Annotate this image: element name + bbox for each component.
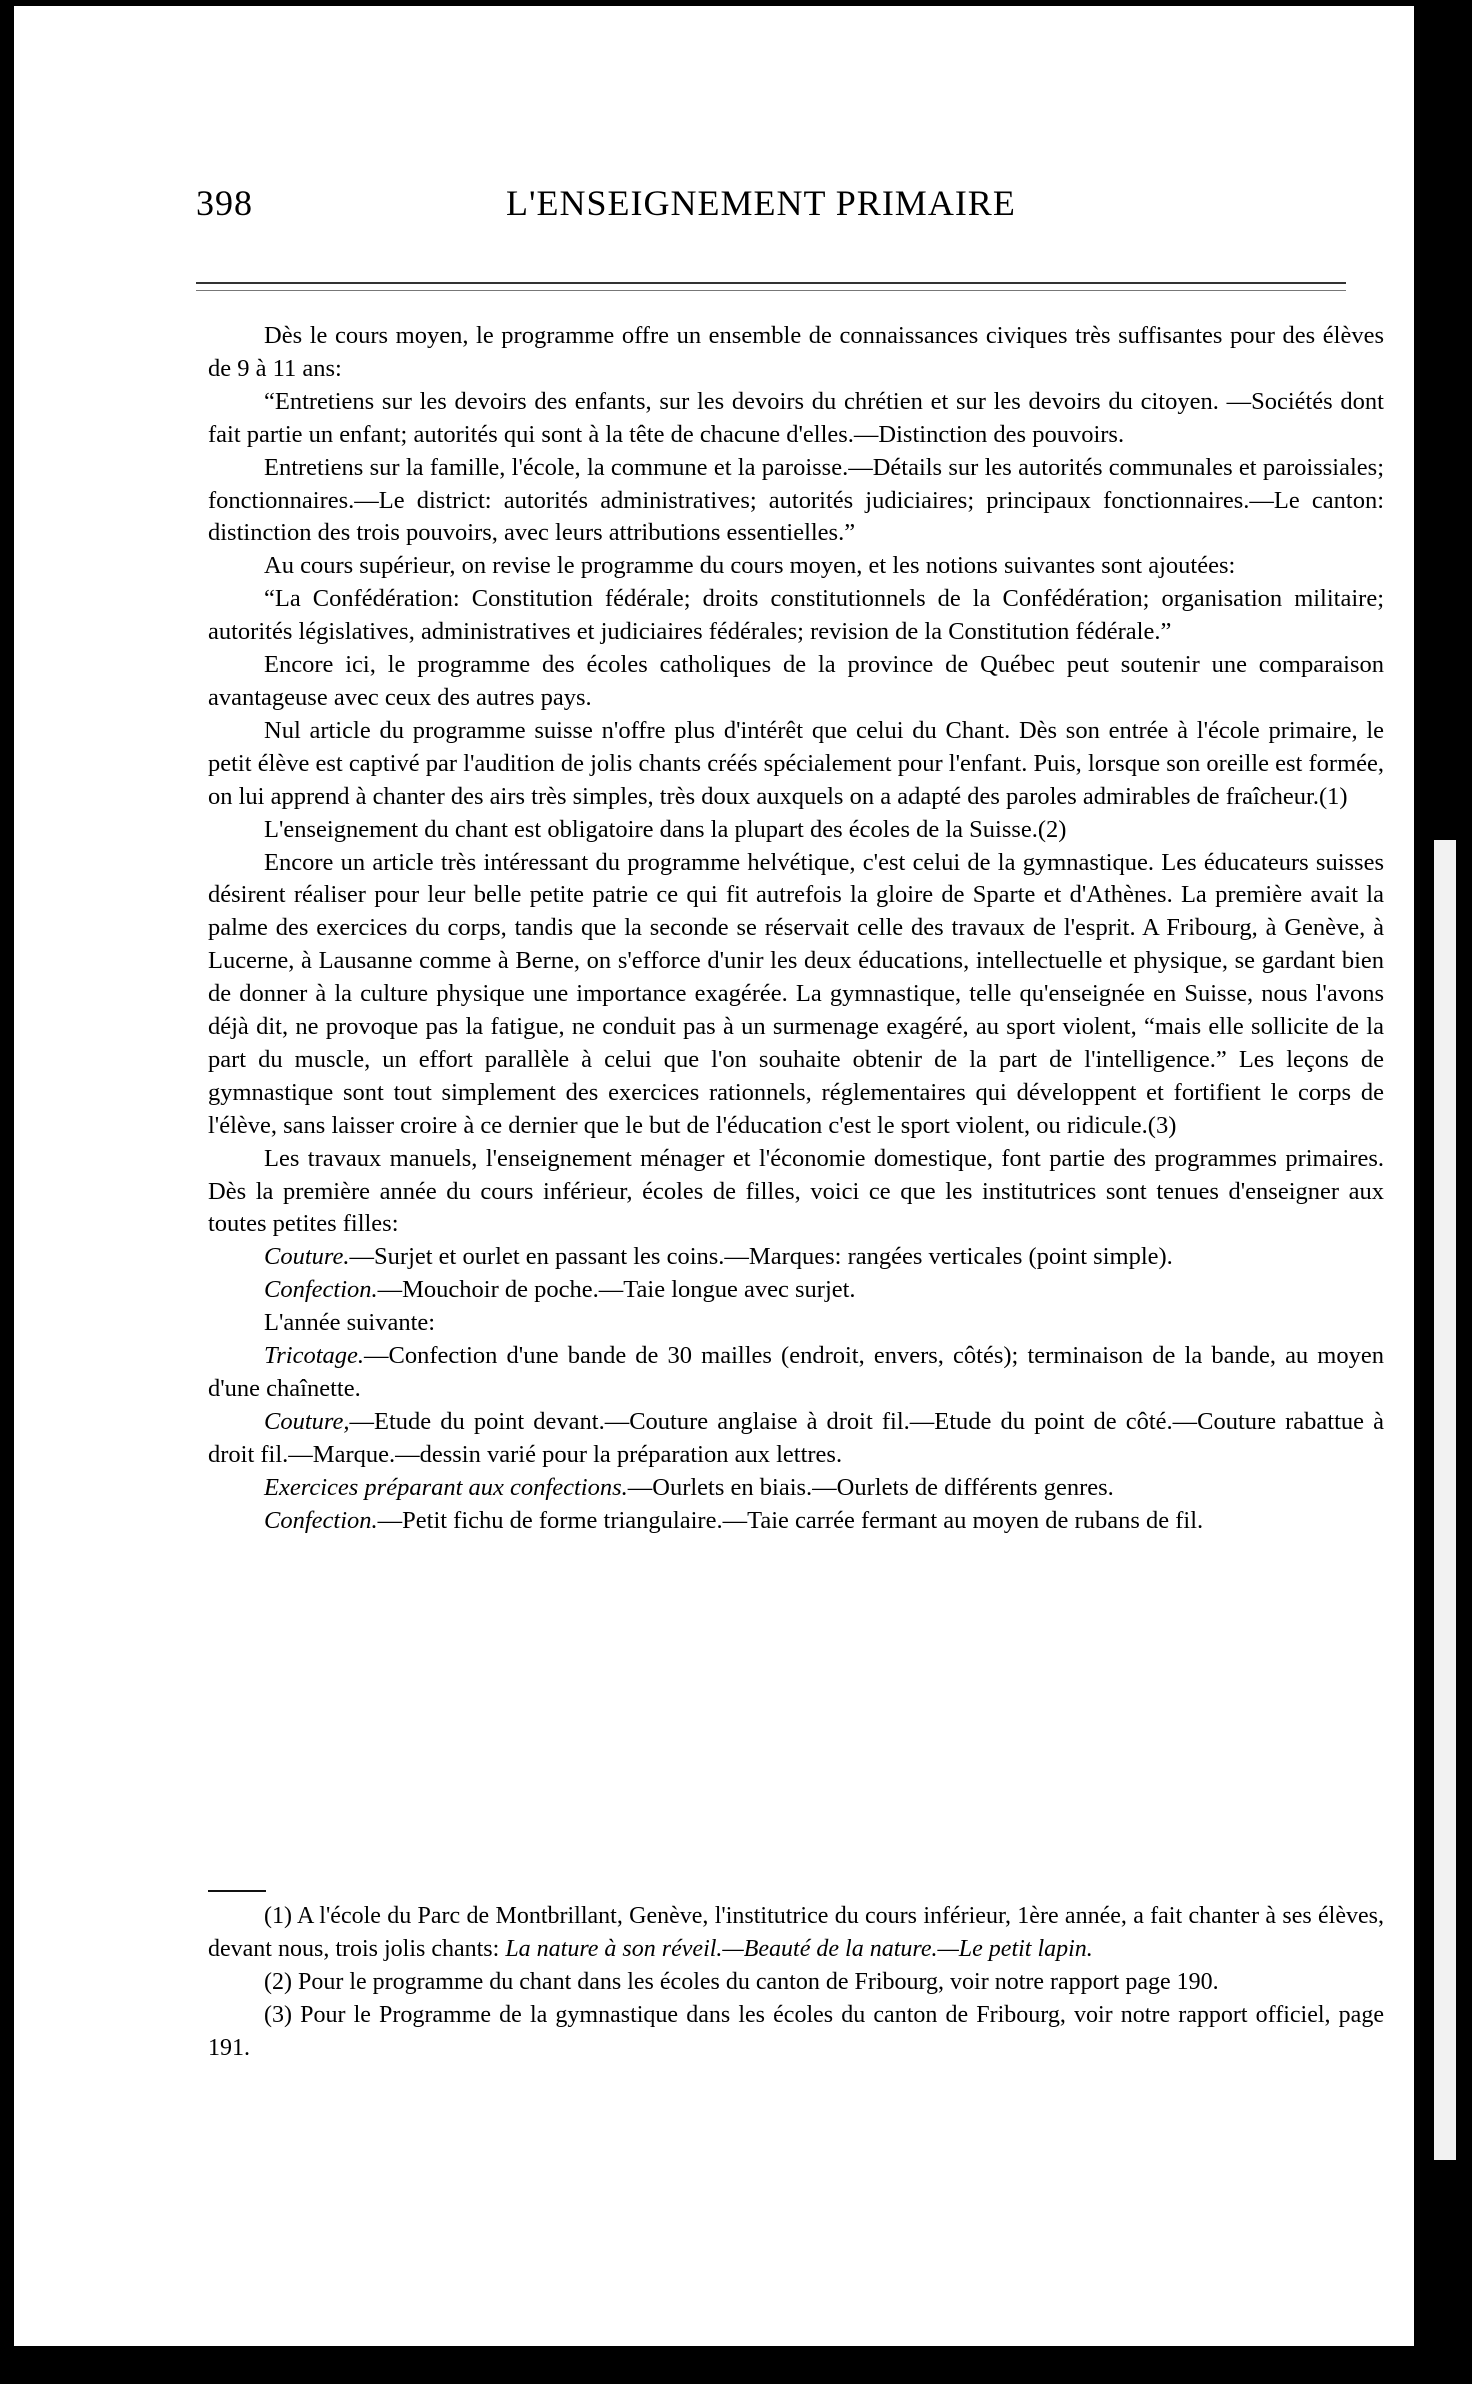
program-item xyxy=(208,1505,1384,1538)
footnote-text: (3) Pour le Programme de la gymnastique dans les écoles du canton de Fribourg, voir notre rapport officiel, page 191. xyxy=(208,2001,1384,2061)
program-item-label: Couture. xyxy=(264,1243,350,1271)
paragraph: Encore un article très intéressant du programme helvétique, c'est celui de la gymnastique. Les éducateurs suisses désirent réaliser pour leur belle petite patrie ce qui fit autrefois la gloire de Sparte et d'Athènes. La première avait la palme des exercices du corps, tandis que la seconde se réservait celle des travaux de l'esprit. A Fribourg, à Genève, à Lucerne, à Lausanne comme à Berne, on s'efforce d'unir les deux éducations, intellectuelle et physique, se gardant bien de donner à la culture physique une importance exagérée. La gymnastique, telle qu'enseignée en Suisse, nous l'avons déjà dit, ne provoque pas la fatigue, ne conduit pas à un surmenage exagéré, au sport violent, “mais elle sollicite de la part du muscle, un effort parallèle à celui que l'on souhaite obtenir de la part de l'intelligence.” Les leçons de gymnastique sont tout simplement des exercices rationnels, réglementaires qui développent et fortifient le corps de l'élève, sans laisser croire à ce dernier que le but de l'éducation c'est le sport violent, ou ridicule.(3) xyxy=(208,848,1384,1139)
footnote-italic: La nature à son réveil.—Beauté de la nature.—Le petit lapin. xyxy=(505,1935,1093,1962)
paragraph: Dès le cours moyen, le programme offre un ensemble de connaissances civiques très suffisantes pour des élèves de 9 à 11 ans: xyxy=(208,322,1384,382)
footnote xyxy=(208,1900,1384,1966)
footnote xyxy=(208,1999,1384,2065)
program-item xyxy=(208,1406,1384,1472)
paragraph: Nul article du programme suisse n'offre plus d'intérêt que celui du Chant. Dès son entrée à l'école primaire, le petit élève est captivé par l'audition de jolis chants créés spécialement pour l'enfant. Puis, lorsque son oreille est formée, on lui apprend à chanter des airs très simples, très doux auxquels on a adapté des paroles admirables de fraîcheur.(1) xyxy=(208,716,1384,810)
program-item xyxy=(208,1307,1384,1340)
adjacent-page-edge xyxy=(1434,20,1472,2380)
running-title: L'ENSEIGNEMENT PRIMAIRE xyxy=(506,183,1016,223)
program-item-text: —Ourlets en biais.—Ourlets de différents genres. xyxy=(627,1473,1114,1501)
header-rule xyxy=(196,282,1346,284)
program-item-text: —Surjet et ourlet en passant les coins.—Marques: rangées verticales (point simple). xyxy=(349,1243,1173,1271)
program-item-label: Tricotage. xyxy=(264,1342,365,1370)
program-item-text: —Petit fichu de forme triangulaire.—Taie carrée fermant au moyen de rubans de fil. xyxy=(377,1506,1204,1534)
program-item-label: Couture, xyxy=(264,1407,350,1435)
paragraph: Les travaux manuels, l'enseignement ménager et l'économie domestique, font partie des programmes primaires. Dès la première année du cours inférieur, écoles de filles, voici ce que les institutrices sont tenues d'enseigner aux toutes petites filles: xyxy=(208,1144,1384,1238)
body-text xyxy=(208,320,1384,1538)
program-item xyxy=(208,1274,1384,1307)
footnotes xyxy=(208,1900,1384,2065)
paragraph: L'enseignement du chant est obligatoire dans la plupart des écoles de la Suisse.(2) xyxy=(264,815,1067,843)
paragraph: “Entretiens sur les devoirs des enfants, sur les devoirs du chrétien et sur les devoirs du citoyen. —Sociétés dont fait partie un enfant; autorités qui sont à la tête de chacune d'elles.—Distinction des pouvoirs. xyxy=(208,387,1384,448)
paragraph: Au cours supérieur, on revise le programme du cours moyen, et les notions suivantes sont ajoutées: xyxy=(264,552,1236,580)
program-item-label: Exercices préparant aux confections. xyxy=(264,1473,628,1501)
footnote xyxy=(208,1966,1384,1999)
program-item-label: Confection. xyxy=(264,1506,378,1534)
program-item xyxy=(208,1241,1384,1274)
paragraph: Encore ici, le programme des écoles catholiques de la province de Québec peut soutenir une comparaison avantageuse avec ceux des autres pays. xyxy=(208,651,1384,711)
program-item-text: L'année suivante: xyxy=(264,1309,436,1337)
footnote-rule xyxy=(208,1890,266,1892)
program-item-text: —Etude du point devant.—Couture anglaise à droit fil.—Etude du point de côté.—Couture rabattue à droit fil.—Marque.—dessin varié pour la préparation aux lettres. xyxy=(208,1407,1384,1468)
page-number: 398 xyxy=(196,183,253,223)
page-header xyxy=(196,182,1096,232)
program-item-text: —Mouchoir de poche.—Taie longue avec surjet. xyxy=(377,1276,856,1304)
program-item xyxy=(208,1472,1384,1505)
program-item-label: Confection. xyxy=(264,1276,378,1304)
paragraph: Entretiens sur la famille, l'école, la commune et la paroisse.—Détails sur les autorités communales et paroissiales; fonctionnaires.—Le district: autorités administratives; autorités judiciaires; principaux fonctionnaires.—Le canton: distinction des trois pouvoirs, avec leurs attributions essentielles.” xyxy=(208,453,1384,547)
program-item-text: —Confection d'une bande de 30 mailles (endroit, envers, côtés); terminaison de la bande, au moyen d'une chaînette. xyxy=(208,1342,1384,1402)
header-rule-thin xyxy=(196,290,1346,291)
footnote-text: (2) Pour le programme du chant dans les écoles du canton de Fribourg, voir notre rapport page 190. xyxy=(264,1968,1219,1995)
program-item xyxy=(208,1340,1384,1406)
adjacent-page-sliver xyxy=(1434,840,1456,2160)
footnote-text: (1) A l'école du Parc de Montbrillant, Genève, l'institutrice du cours inférieur, 1ère année, a fait chanter à ses élèves, devant nous, trois jolis chants: xyxy=(208,1903,1384,1962)
paragraph: “La Confédération: Constitution fédérale; droits constitutionnels de la Confédération; organisation militaire; autorités législatives, administratives et judiciaires fédérales; revision de la Constitution fédérale.” xyxy=(208,585,1384,646)
